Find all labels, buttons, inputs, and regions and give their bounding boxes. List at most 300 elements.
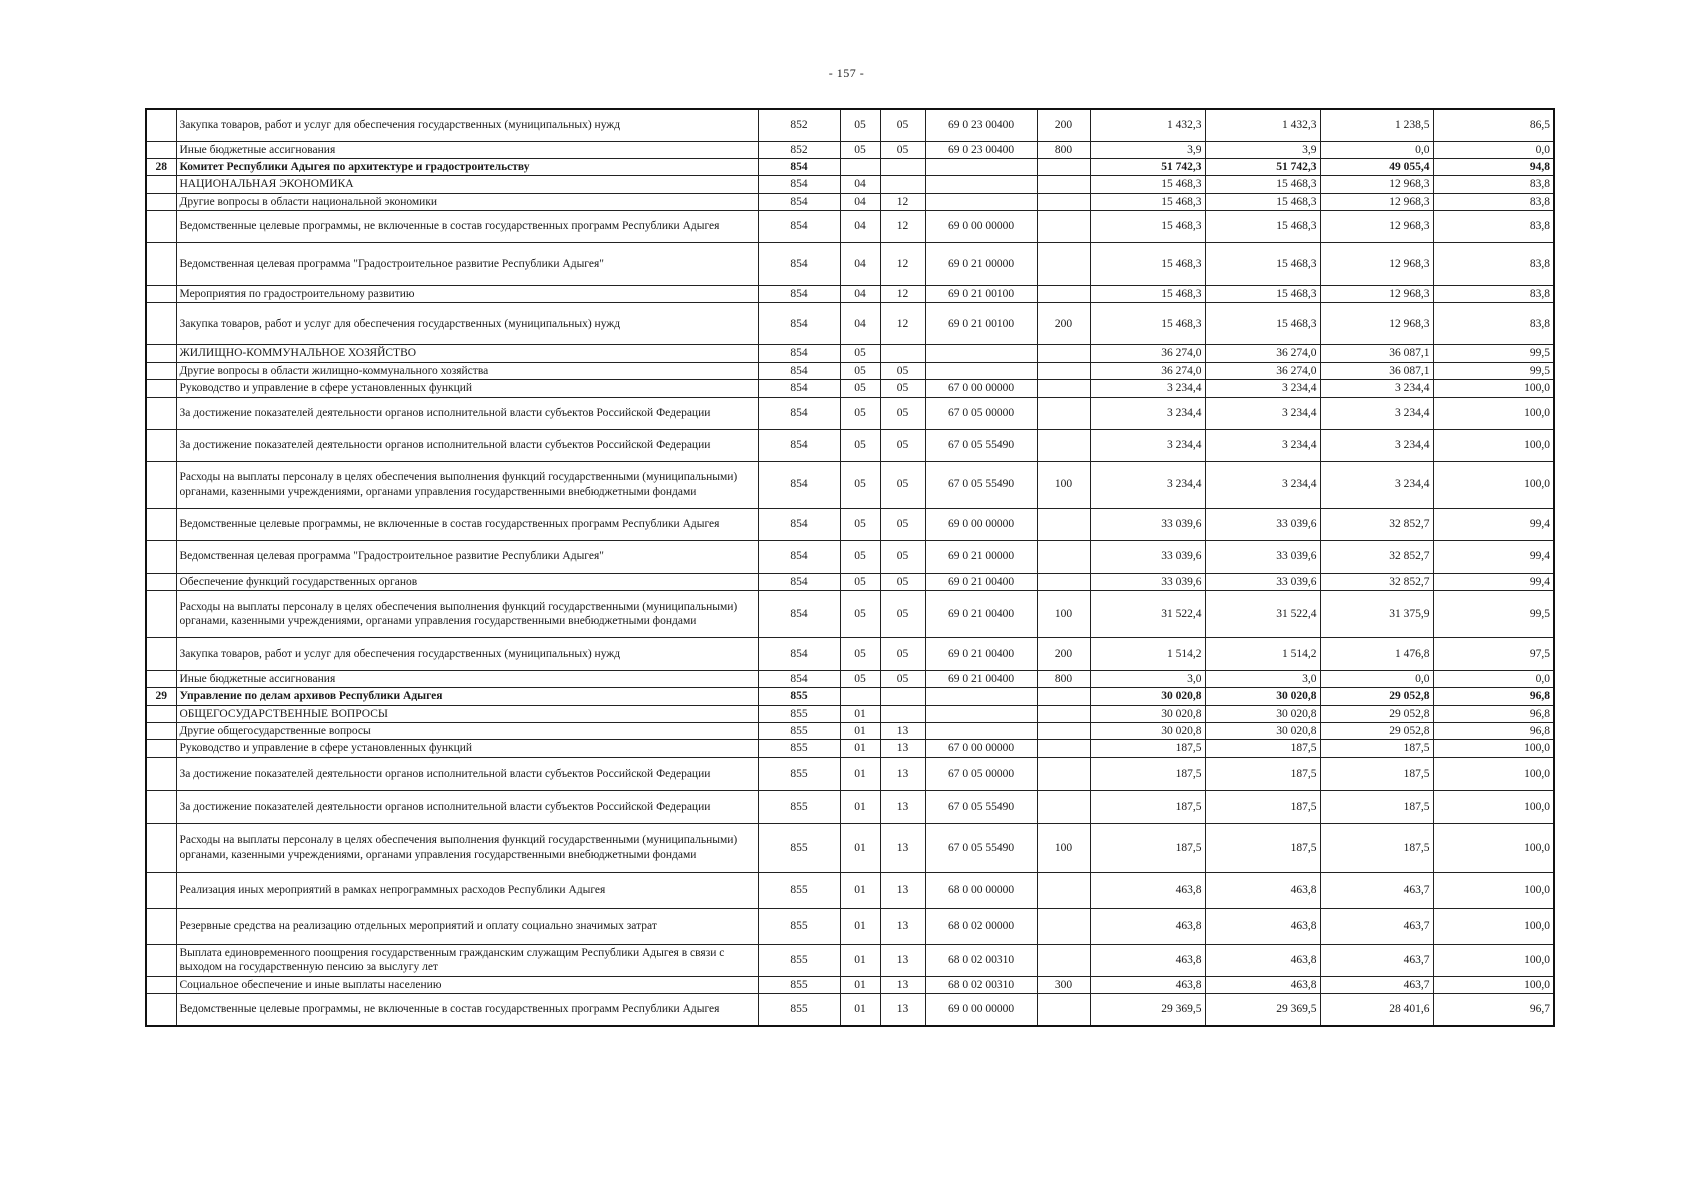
table-row — [146, 757, 1554, 790]
approved-amount: 463,8 — [1090, 944, 1205, 976]
budget-list-amount: 15 468,3 — [1205, 211, 1320, 243]
table-row — [146, 740, 1554, 757]
approved-amount: 1 514,2 — [1090, 637, 1205, 670]
target-article-code: 67 0 05 55490 — [925, 823, 1037, 872]
execution-percent: 100,0 — [1433, 976, 1554, 993]
expense-type-code: 800 — [1037, 141, 1090, 158]
budget-list-amount: 3 234,4 — [1205, 461, 1320, 508]
target-article-code: 67 0 05 55490 — [925, 790, 1037, 823]
expense-type-code: 200 — [1037, 303, 1090, 345]
row-number — [146, 193, 176, 210]
executed-amount: 12 968,3 — [1320, 211, 1433, 243]
row-number — [146, 823, 176, 872]
section-code: 01 — [840, 757, 880, 790]
expense-type-code — [1037, 286, 1090, 303]
approved-amount: 463,8 — [1090, 908, 1205, 944]
approved-amount: 15 468,3 — [1090, 243, 1205, 286]
line-item-name: Ведомственная целевая программа "Градостроительное развитие Республики Адыгея" — [176, 540, 758, 573]
execution-percent: 83,8 — [1433, 211, 1554, 243]
approved-amount: 3 234,4 — [1090, 380, 1205, 397]
approved-amount: 187,5 — [1090, 823, 1205, 872]
executed-amount: 29 052,8 — [1320, 688, 1433, 705]
row-number — [146, 362, 176, 379]
approved-amount: 3,0 — [1090, 670, 1205, 687]
executed-amount: 12 968,3 — [1320, 286, 1433, 303]
execution-percent: 96,8 — [1433, 688, 1554, 705]
expense-type-code — [1037, 362, 1090, 379]
table-row — [146, 141, 1554, 158]
executed-amount: 3 234,4 — [1320, 429, 1433, 461]
page-number: - 157 - — [828, 66, 865, 80]
section-code: 01 — [840, 994, 880, 1026]
approved-amount: 33 039,6 — [1090, 540, 1205, 573]
section-code: 05 — [840, 141, 880, 158]
expense-type-code — [1037, 790, 1090, 823]
department-code: 854 — [758, 286, 840, 303]
approved-amount: 463,8 — [1090, 872, 1205, 908]
approved-amount: 51 742,3 — [1090, 158, 1205, 175]
subsection-code: 05 — [880, 540, 925, 573]
target-article-code: 69 0 21 00000 — [925, 243, 1037, 286]
budget-list-amount: 15 468,3 — [1205, 193, 1320, 210]
row-number — [146, 380, 176, 397]
expense-type-code — [1037, 397, 1090, 429]
department-code: 854 — [758, 637, 840, 670]
row-number — [146, 540, 176, 573]
approved-amount: 15 468,3 — [1090, 303, 1205, 345]
department-code: 854 — [758, 193, 840, 210]
department-code: 854 — [758, 429, 840, 461]
expense-type-code — [1037, 944, 1090, 976]
subsection-code: 12 — [880, 193, 925, 210]
budget-list-amount: 29 369,5 — [1205, 994, 1320, 1026]
row-number — [146, 211, 176, 243]
row-number — [146, 944, 176, 976]
table-row — [146, 976, 1554, 993]
target-article-code: 67 0 00 00000 — [925, 380, 1037, 397]
line-item-name: Управление по делам архивов Республики Адыгея — [176, 688, 758, 705]
subsection-code — [880, 688, 925, 705]
approved-amount: 187,5 — [1090, 740, 1205, 757]
execution-percent: 100,0 — [1433, 872, 1554, 908]
subsection-code: 13 — [880, 994, 925, 1026]
line-item-name: Расходы на выплаты персоналу в целях обеспечения выполнения функций государственными (муниципальными) органами, казенными учреждениями, органами управления государственными внебюджетными фондами — [176, 823, 758, 872]
target-article-code: 69 0 21 00400 — [925, 670, 1037, 687]
budget-list-amount: 463,8 — [1205, 944, 1320, 976]
target-article-code — [925, 688, 1037, 705]
line-item-name: Комитет Республики Адыгея по архитектуре и градостроительству — [176, 158, 758, 175]
department-code: 854 — [758, 540, 840, 573]
subsection-code: 05 — [880, 670, 925, 687]
subsection-code: 13 — [880, 976, 925, 993]
section-code: 01 — [840, 723, 880, 740]
executed-amount: 463,7 — [1320, 872, 1433, 908]
subsection-code — [880, 705, 925, 722]
budget-execution-table — [145, 108, 1555, 1027]
subsection-code: 05 — [880, 637, 925, 670]
executed-amount: 28 401,6 — [1320, 994, 1433, 1026]
executed-amount: 0,0 — [1320, 670, 1433, 687]
execution-percent: 0,0 — [1433, 141, 1554, 158]
target-article-code — [925, 176, 1037, 193]
section-code: 04 — [840, 243, 880, 286]
budget-list-amount: 15 468,3 — [1205, 243, 1320, 286]
line-item-name: За достижение показателей деятельности органов исполнительной власти субъектов Российской Федерации — [176, 790, 758, 823]
expense-type-code — [1037, 158, 1090, 175]
approved-amount: 3,9 — [1090, 141, 1205, 158]
row-number — [146, 637, 176, 670]
executed-amount: 36 087,1 — [1320, 345, 1433, 362]
approved-amount: 187,5 — [1090, 757, 1205, 790]
budget-list-amount: 33 039,6 — [1205, 508, 1320, 540]
section-code: 04 — [840, 193, 880, 210]
budget-list-amount: 3 234,4 — [1205, 380, 1320, 397]
executed-amount: 29 052,8 — [1320, 705, 1433, 722]
budget-list-amount: 3,0 — [1205, 670, 1320, 687]
expense-type-code — [1037, 573, 1090, 590]
row-number: 28 — [146, 158, 176, 175]
subsection-code: 13 — [880, 944, 925, 976]
section-code: 04 — [840, 286, 880, 303]
expense-type-code — [1037, 345, 1090, 362]
row-number — [146, 461, 176, 508]
execution-percent: 100,0 — [1433, 429, 1554, 461]
executed-amount: 49 055,4 — [1320, 158, 1433, 175]
section-code: 05 — [840, 429, 880, 461]
expense-type-code — [1037, 872, 1090, 908]
budget-table-body — [146, 109, 1554, 1026]
subsection-code: 05 — [880, 109, 925, 141]
budget-list-amount: 36 274,0 — [1205, 345, 1320, 362]
subsection-code: 13 — [880, 823, 925, 872]
subsection-code — [880, 176, 925, 193]
expense-type-code: 300 — [1037, 976, 1090, 993]
line-item-name: Другие вопросы в области национальной экономики — [176, 193, 758, 210]
subsection-code: 05 — [880, 573, 925, 590]
table-row — [146, 461, 1554, 508]
approved-amount: 3 234,4 — [1090, 429, 1205, 461]
budget-list-amount: 15 468,3 — [1205, 303, 1320, 345]
department-code: 855 — [758, 976, 840, 993]
department-code: 854 — [758, 573, 840, 590]
approved-amount: 30 020,8 — [1090, 688, 1205, 705]
approved-amount: 15 468,3 — [1090, 193, 1205, 210]
execution-percent: 100,0 — [1433, 397, 1554, 429]
section-code: 05 — [840, 540, 880, 573]
department-code: 854 — [758, 461, 840, 508]
executed-amount: 187,5 — [1320, 757, 1433, 790]
expense-type-code: 100 — [1037, 461, 1090, 508]
table-row — [146, 790, 1554, 823]
subsection-code: 13 — [880, 790, 925, 823]
execution-percent: 100,0 — [1433, 908, 1554, 944]
target-article-code — [925, 362, 1037, 379]
approved-amount: 29 369,5 — [1090, 994, 1205, 1026]
target-article-code: 69 0 00 00000 — [925, 508, 1037, 540]
department-code: 854 — [758, 380, 840, 397]
execution-percent: 83,8 — [1433, 176, 1554, 193]
subsection-code: 05 — [880, 380, 925, 397]
target-article-code: 67 0 05 55490 — [925, 461, 1037, 508]
section-code: 05 — [840, 362, 880, 379]
line-item-name: Закупка товаров, работ и услуг для обеспечения государственных (муниципальных) нужд — [176, 637, 758, 670]
target-article-code: 69 0 23 00400 — [925, 109, 1037, 141]
department-code: 854 — [758, 590, 840, 637]
approved-amount: 30 020,8 — [1090, 723, 1205, 740]
row-number — [146, 573, 176, 590]
department-code: 854 — [758, 176, 840, 193]
target-article-code — [925, 345, 1037, 362]
budget-list-amount: 3 234,4 — [1205, 397, 1320, 429]
subsection-code — [880, 345, 925, 362]
target-article-code: 67 0 05 00000 — [925, 397, 1037, 429]
execution-percent: 99,4 — [1433, 573, 1554, 590]
executed-amount: 12 968,3 — [1320, 303, 1433, 345]
expense-type-code: 800 — [1037, 670, 1090, 687]
executed-amount: 463,7 — [1320, 976, 1433, 993]
approved-amount: 33 039,6 — [1090, 573, 1205, 590]
department-code: 854 — [758, 508, 840, 540]
expense-type-code — [1037, 243, 1090, 286]
subsection-code: 12 — [880, 286, 925, 303]
execution-percent: 99,5 — [1433, 590, 1554, 637]
department-code: 855 — [758, 757, 840, 790]
department-code: 854 — [758, 303, 840, 345]
expense-type-code — [1037, 705, 1090, 722]
section-code: 05 — [840, 380, 880, 397]
expense-type-code — [1037, 429, 1090, 461]
execution-percent: 83,8 — [1433, 243, 1554, 286]
budget-list-amount: 36 274,0 — [1205, 362, 1320, 379]
subsection-code: 13 — [880, 757, 925, 790]
line-item-name: За достижение показателей деятельности органов исполнительной власти субъектов Российской Федерации — [176, 429, 758, 461]
department-code: 854 — [758, 211, 840, 243]
executed-amount: 3 234,4 — [1320, 461, 1433, 508]
budget-list-amount: 30 020,8 — [1205, 688, 1320, 705]
expense-type-code: 100 — [1037, 823, 1090, 872]
executed-amount: 187,5 — [1320, 823, 1433, 872]
line-item-name: Иные бюджетные ассигнования — [176, 670, 758, 687]
budget-list-amount: 187,5 — [1205, 823, 1320, 872]
section-code: 04 — [840, 176, 880, 193]
line-item-name: Выплата единовременного поощрения государственным гражданским служащим Республики Адыгея в связи с выходом на государственную пенсию за выслугу лет — [176, 944, 758, 976]
execution-percent: 0,0 — [1433, 670, 1554, 687]
execution-percent: 100,0 — [1433, 757, 1554, 790]
target-article-code — [925, 193, 1037, 210]
target-article-code: 69 0 21 00400 — [925, 637, 1037, 670]
target-article-code: 69 0 00 00000 — [925, 211, 1037, 243]
budget-list-amount: 33 039,6 — [1205, 540, 1320, 573]
approved-amount: 36 274,0 — [1090, 362, 1205, 379]
row-number — [146, 976, 176, 993]
target-article-code: 68 0 00 00000 — [925, 872, 1037, 908]
department-code: 854 — [758, 362, 840, 379]
execution-percent: 96,8 — [1433, 705, 1554, 722]
executed-amount: 463,7 — [1320, 908, 1433, 944]
budget-list-amount: 33 039,6 — [1205, 573, 1320, 590]
execution-percent: 83,8 — [1433, 193, 1554, 210]
line-item-name: Обеспечение функций государственных органов — [176, 573, 758, 590]
subsection-code: 05 — [880, 461, 925, 508]
section-code: 05 — [840, 397, 880, 429]
budget-list-amount: 3 234,4 — [1205, 429, 1320, 461]
table-row — [146, 508, 1554, 540]
subsection-code: 05 — [880, 141, 925, 158]
execution-percent: 100,0 — [1433, 380, 1554, 397]
section-code — [840, 158, 880, 175]
subsection-code: 05 — [880, 397, 925, 429]
row-number — [146, 345, 176, 362]
approved-amount: 1 432,3 — [1090, 109, 1205, 141]
execution-percent: 99,4 — [1433, 508, 1554, 540]
budget-list-amount: 15 468,3 — [1205, 176, 1320, 193]
budget-list-amount: 187,5 — [1205, 757, 1320, 790]
line-item-name: Закупка товаров, работ и услуг для обеспечения государственных (муниципальных) нужд — [176, 109, 758, 141]
section-code: 01 — [840, 823, 880, 872]
line-item-name: ЖИЛИЩНО-КОММУНАЛЬНОЕ ХОЗЯЙСТВО — [176, 345, 758, 362]
target-article-code: 68 0 02 00000 — [925, 908, 1037, 944]
table-row — [146, 303, 1554, 345]
executed-amount: 1 476,8 — [1320, 637, 1433, 670]
subsection-code: 13 — [880, 908, 925, 944]
row-number — [146, 705, 176, 722]
line-item-name: Расходы на выплаты персоналу в целях обеспечения выполнения функций государственными (муниципальными) органами, казенными учреждениями, органами управления государственными внебюджетными фондами — [176, 590, 758, 637]
subsection-code — [880, 158, 925, 175]
section-code: 05 — [840, 670, 880, 687]
department-code: 855 — [758, 944, 840, 976]
execution-percent: 100,0 — [1433, 461, 1554, 508]
subsection-code: 13 — [880, 872, 925, 908]
row-number — [146, 723, 176, 740]
line-item-name: Закупка товаров, работ и услуг для обеспечения государственных (муниципальных) нужд — [176, 303, 758, 345]
section-code: 01 — [840, 908, 880, 944]
department-code: 852 — [758, 141, 840, 158]
section-code: 04 — [840, 211, 880, 243]
table-row — [146, 397, 1554, 429]
target-article-code — [925, 158, 1037, 175]
executed-amount: 0,0 — [1320, 141, 1433, 158]
table-row — [146, 429, 1554, 461]
budget-list-amount: 31 522,4 — [1205, 590, 1320, 637]
target-article-code: 69 0 21 00400 — [925, 573, 1037, 590]
executed-amount: 3 234,4 — [1320, 397, 1433, 429]
approved-amount: 187,5 — [1090, 790, 1205, 823]
department-code: 854 — [758, 397, 840, 429]
section-code: 05 — [840, 109, 880, 141]
row-number — [146, 994, 176, 1026]
expense-type-code — [1037, 723, 1090, 740]
table-row — [146, 723, 1554, 740]
line-item-name: Резервные средства на реализацию отдельных мероприятий и оплату социально значимых затрат — [176, 908, 758, 944]
department-code: 854 — [758, 345, 840, 362]
expense-type-code — [1037, 994, 1090, 1026]
expense-type-code — [1037, 757, 1090, 790]
row-number — [146, 670, 176, 687]
execution-percent: 96,7 — [1433, 994, 1554, 1026]
row-number — [146, 141, 176, 158]
target-article-code — [925, 705, 1037, 722]
approved-amount: 31 522,4 — [1090, 590, 1205, 637]
expense-type-code — [1037, 540, 1090, 573]
executed-amount: 1 238,5 — [1320, 109, 1433, 141]
table-row — [146, 994, 1554, 1026]
execution-percent: 100,0 — [1433, 790, 1554, 823]
row-number — [146, 286, 176, 303]
table-row — [146, 872, 1554, 908]
execution-percent: 83,8 — [1433, 303, 1554, 345]
table-row — [146, 670, 1554, 687]
line-item-name: НАЦИОНАЛЬНАЯ ЭКОНОМИКА — [176, 176, 758, 193]
line-item-name: Ведомственная целевая программа "Градостроительное развитие Республики Адыгея" — [176, 243, 758, 286]
expense-type-code — [1037, 508, 1090, 540]
line-item-name: За достижение показателей деятельности органов исполнительной власти субъектов Российской Федерации — [176, 757, 758, 790]
department-code: 854 — [758, 670, 840, 687]
table-row — [146, 705, 1554, 722]
executed-amount: 32 852,7 — [1320, 573, 1433, 590]
executed-amount: 31 375,9 — [1320, 590, 1433, 637]
table-row — [146, 243, 1554, 286]
subsection-code: 05 — [880, 429, 925, 461]
executed-amount: 187,5 — [1320, 790, 1433, 823]
execution-percent: 100,0 — [1433, 740, 1554, 757]
table-row — [146, 688, 1554, 705]
target-article-code: 69 0 21 00400 — [925, 590, 1037, 637]
section-code: 01 — [840, 790, 880, 823]
execution-percent: 83,8 — [1433, 286, 1554, 303]
approved-amount: 33 039,6 — [1090, 508, 1205, 540]
line-item-name: Другие вопросы в области жилищно-коммунального хозяйства — [176, 362, 758, 379]
subsection-code: 12 — [880, 243, 925, 286]
subsection-code: 05 — [880, 590, 925, 637]
department-code: 855 — [758, 688, 840, 705]
budget-list-amount: 187,5 — [1205, 740, 1320, 757]
row-number — [146, 508, 176, 540]
line-item-name: Другие общегосударственные вопросы — [176, 723, 758, 740]
table-row — [146, 211, 1554, 243]
line-item-name: Реализация иных мероприятий в рамках непрограммных расходов Республики Адыгея — [176, 872, 758, 908]
table-row — [146, 345, 1554, 362]
approved-amount: 30 020,8 — [1090, 705, 1205, 722]
line-item-name: Социальное обеспечение и иные выплаты населению — [176, 976, 758, 993]
section-code: 01 — [840, 944, 880, 976]
subsection-code: 05 — [880, 508, 925, 540]
section-code — [840, 688, 880, 705]
target-article-code: 69 0 00 00000 — [925, 994, 1037, 1026]
subsection-code: 12 — [880, 211, 925, 243]
budget-list-amount: 15 468,3 — [1205, 286, 1320, 303]
subsection-code: 13 — [880, 723, 925, 740]
target-article-code: 67 0 05 00000 — [925, 757, 1037, 790]
department-code: 854 — [758, 158, 840, 175]
budget-list-amount: 463,8 — [1205, 976, 1320, 993]
executed-amount: 29 052,8 — [1320, 723, 1433, 740]
budget-list-amount: 1 514,2 — [1205, 637, 1320, 670]
execution-percent: 99,5 — [1433, 345, 1554, 362]
table-row — [146, 908, 1554, 944]
target-article-code: 68 0 02 00310 — [925, 944, 1037, 976]
executed-amount: 12 968,3 — [1320, 193, 1433, 210]
row-number — [146, 397, 176, 429]
table-row — [146, 362, 1554, 379]
row-number — [146, 590, 176, 637]
table-row — [146, 573, 1554, 590]
target-article-code: 69 0 21 00000 — [925, 540, 1037, 573]
execution-percent: 97,5 — [1433, 637, 1554, 670]
expense-type-code — [1037, 193, 1090, 210]
execution-percent: 100,0 — [1433, 944, 1554, 976]
target-article-code: 69 0 21 00100 — [925, 286, 1037, 303]
section-code: 01 — [840, 872, 880, 908]
